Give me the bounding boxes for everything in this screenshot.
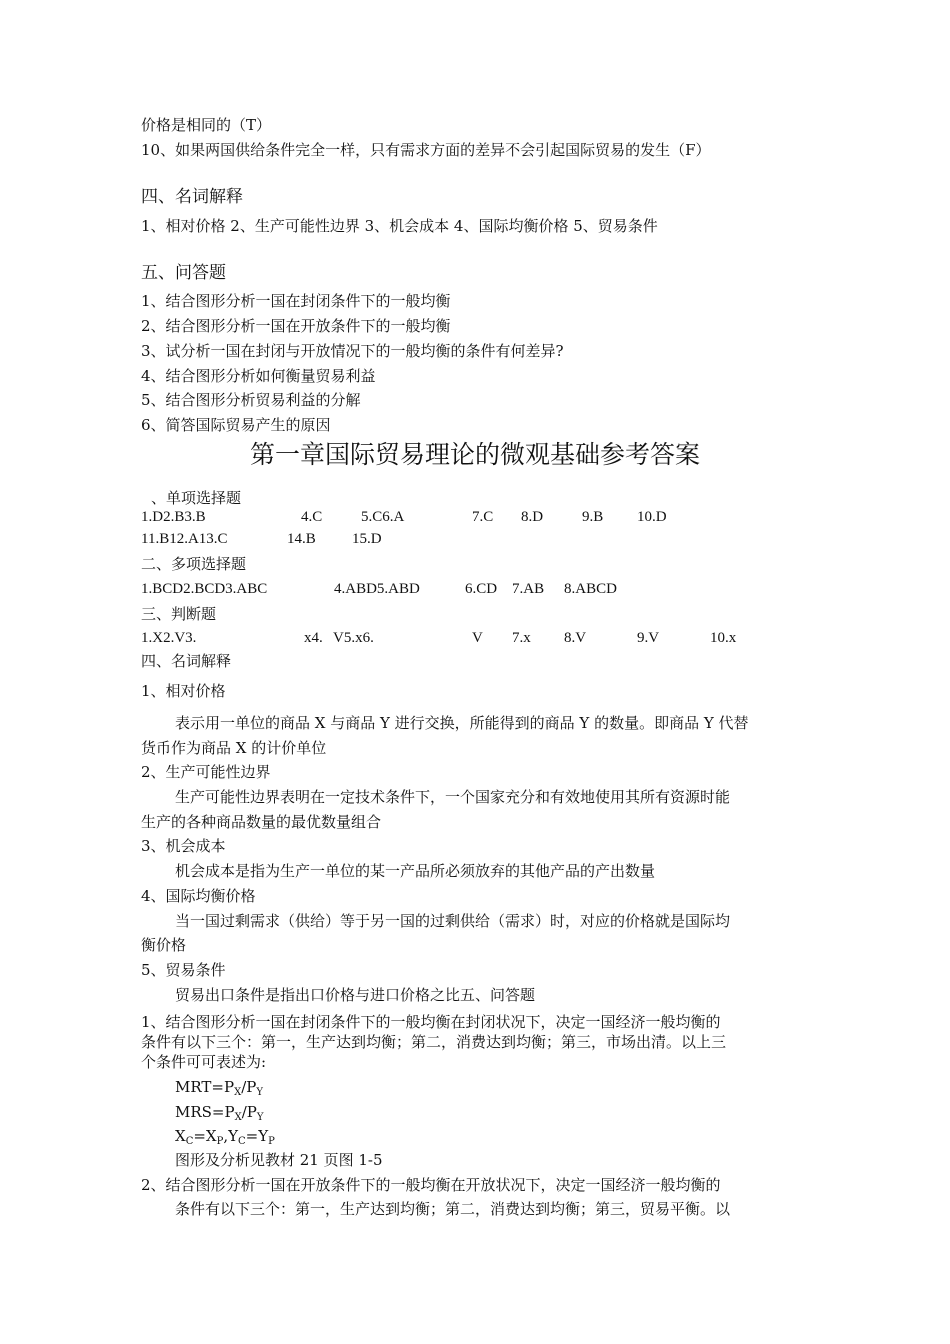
text-line: 生产可能性边界表明在一定技术条件下，一个国家充分和有效地使用其所有资源时能	[175, 788, 731, 806]
question-item: 2、结合图形分析一国在开放条件下的一般均衡	[141, 317, 451, 335]
section-heading: 三、判断题	[141, 605, 217, 623]
text-line: 1、结合图形分析一国在封闭条件下的一般均衡在封闭状况下，决定一国经济一般均衡的	[141, 1013, 721, 1031]
answer-item: V5.x6.	[333, 630, 374, 646]
section-heading: 二、多项选择题	[141, 555, 247, 573]
answer-item: 1.BCD2.BCD3.ABC	[141, 581, 268, 597]
answer-item: 14.B	[287, 531, 316, 547]
question-item: 4、结合图形分析如何衡量贸易利益	[141, 367, 376, 385]
text-line: 价格是相同的（T）	[141, 116, 272, 134]
text-line: 10、如果两国供给条件完全一样，只有需求方面的差异不会引起国际贸易的发生（F）	[141, 141, 711, 159]
answer-item: 1.X2.V3.	[141, 630, 197, 646]
text-line: 条件有以下三个：第一，生产达到均衡；第二，消费达到均衡；第三，市场出清。以上三	[141, 1033, 727, 1051]
text-line: 货币作为商品 X 的计价单位	[141, 739, 327, 757]
answer-item: 8.ABCD	[564, 581, 617, 597]
answer-item: 7.x	[512, 630, 531, 646]
text-line: 贸易出口条件是指出口价格与进口价格之比五、问答题	[175, 986, 536, 1004]
answer-item: 4.C	[301, 509, 323, 525]
section-heading: 、单项选择题	[151, 489, 242, 507]
answer-item: 4.ABD5.ABD	[334, 581, 420, 597]
chapter-title: 第一章国际贸易理论的微观基础参考答案	[249, 440, 700, 469]
question-item: 3、试分析一国在封闭与开放情况下的一般均衡的条件有何差异?	[141, 342, 564, 360]
question-item: 1、结合图形分析一国在封闭条件下的一般均衡	[141, 292, 451, 310]
answer-item: 8.D	[521, 509, 544, 525]
text-line: 衡价格	[141, 936, 187, 954]
term-title: 5、贸易条件	[141, 961, 226, 979]
section-heading: 四、名词解释	[141, 187, 243, 207]
answer-item: 11.B12.A13.C	[141, 531, 228, 547]
answer-item: 10.D	[637, 509, 667, 525]
answer-item: 7.C	[472, 509, 494, 525]
answer-item: 7.AB	[512, 581, 545, 597]
term-title: 3、机会成本	[141, 837, 226, 855]
text-line: 条件有以下三个：第一，生产达到均衡；第二，消费达到均衡；第三，贸易平衡。以	[175, 1200, 731, 1218]
text-line: 图形及分析见教材 21 页图 1-5	[175, 1151, 383, 1169]
text-line: 机会成本是指为生产一单位的某一产品所必须放弃的其他产品的产出数量	[175, 862, 656, 880]
answer-item: x4.	[304, 630, 323, 646]
answer-item: 10.x	[710, 630, 737, 646]
answer-item: 1.D2.B3.B	[141, 509, 206, 525]
formula-mrt: $MRT=P_X/P_Y$	[175, 1078, 263, 1098]
text-line: 2、结合图形分析一国在开放条件下的一般均衡在开放状况下，决定一国经济一般均衡的	[141, 1176, 721, 1194]
section-heading: 五、问答题	[141, 263, 226, 283]
section-heading: 四、名词解释	[141, 652, 232, 670]
text-line: 表示用一单位的商品 X 与商品 Y 进行交换，所能得到的商品 Y 的数量。即商品 Y 代替	[175, 714, 749, 732]
answer-item: 15.D	[352, 531, 382, 547]
formula-market-clearing: $X_C=X_P,Y_C=Y_P$	[175, 1127, 275, 1147]
answer-item: 8.V	[564, 630, 587, 646]
term-title: 1、相对价格	[141, 682, 226, 700]
term-title: 2、生产可能性边界	[141, 763, 271, 781]
formula-mrs: $MRS=P_X/P_Y$	[175, 1103, 264, 1123]
text-line: 生产的各种商品数量的最优数量组合	[141, 813, 382, 831]
answer-item: 6.CD	[465, 581, 498, 597]
question-item: 5、结合图形分析贸易利益的分解	[141, 391, 361, 409]
answer-item: V	[472, 630, 483, 646]
answer-item: 5.C6.A	[361, 509, 405, 525]
text-line: 1、相对价格 2、生产可能性边界 3、机会成本 4、国际均衡价格 5、贸易条件	[141, 217, 658, 235]
text-line: 当一国过剩需求（供给）等于另一国的过剩供给（需求）时，对应的价格就是国际均	[175, 912, 731, 930]
question-item: 6、简答国际贸易产生的原因	[141, 416, 331, 434]
term-title: 4、国际均衡价格	[141, 887, 256, 905]
text-line: 个条件可可表述为:	[141, 1053, 267, 1071]
answer-item: 9.B	[582, 509, 604, 525]
answer-item: 9.V	[637, 630, 660, 646]
